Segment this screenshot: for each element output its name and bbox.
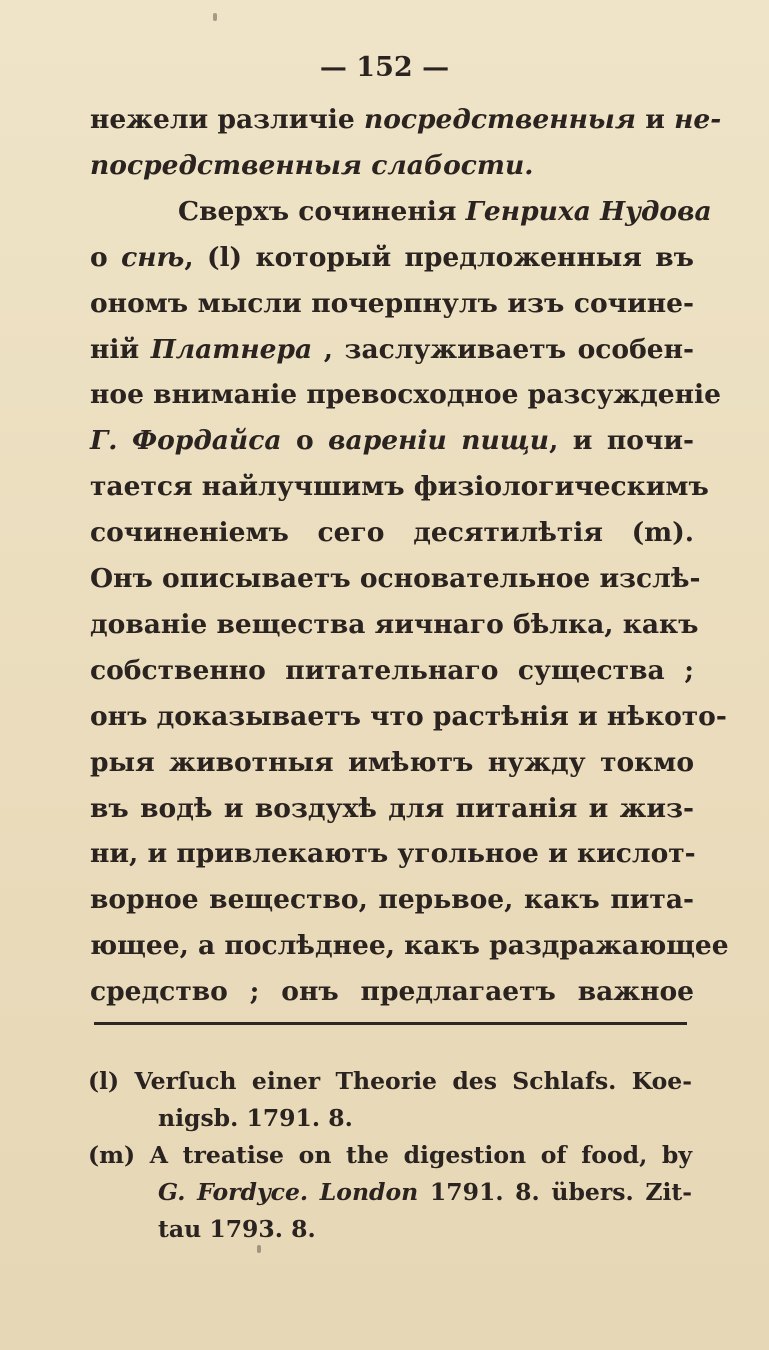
body-line [90, 144, 694, 188]
footnote-line [88, 1136, 692, 1174]
text-run: , (l) который предложенныя въ [184, 242, 694, 273]
page-number: — 152 — [319, 52, 450, 83]
text-run: ющее, а послѣднее, какъ раздражающее [90, 930, 729, 961]
body-line [90, 282, 694, 326]
body-line [178, 190, 712, 234]
italic-run: посредственныя слабости. [90, 150, 534, 181]
text-run: , заслуживаетъ особен- [312, 334, 694, 365]
text-run: nigsb. 1791. 8. [158, 1104, 353, 1132]
body-line [90, 603, 699, 647]
footnote-divider [94, 1022, 687, 1025]
italic-run: вареніи пищи [328, 425, 550, 456]
text-run: ворное вещество, перьвое, какъ пита- [90, 884, 694, 915]
body-line [90, 557, 701, 601]
text-run: , и почи- [549, 425, 695, 456]
italic-run: Платнера [150, 334, 313, 365]
body-line [90, 832, 694, 876]
body-line [90, 373, 721, 417]
body-line [90, 328, 694, 372]
body-line [90, 419, 694, 463]
text-run: ній [90, 334, 151, 365]
footnote-line [158, 1210, 692, 1248]
body-line [90, 741, 694, 785]
text-run: рыя животныя имѣютъ нужду токмо [90, 747, 694, 778]
paper-speck [257, 1245, 261, 1253]
text-run: тается найлучшимъ физіологическимъ [90, 471, 709, 502]
text-run: о [90, 242, 122, 273]
body-line [90, 695, 727, 739]
text-run: Онъ описываетъ основательное изслѣ- [90, 563, 701, 594]
body-line [90, 98, 722, 142]
text-run: нежели различіе [90, 104, 364, 135]
body-line [90, 649, 694, 693]
text-run: о [281, 425, 329, 456]
text-run: 1791. 8. übers. Zit- [418, 1178, 693, 1206]
text-run: и [635, 104, 675, 135]
text-run: ни, и привлекаютъ угольное и кислот- [90, 838, 696, 869]
text-run: Сверхъ сочиненія [178, 196, 466, 227]
text-run: (m) A treatise on the digestion of food, by [88, 1141, 692, 1169]
italic-run: Генриха Нудова [465, 196, 712, 227]
paper-speck [213, 13, 217, 21]
footnote-line [88, 1062, 692, 1100]
text-run: сочиненіемъ сего десятилѣтія (m). [90, 517, 694, 548]
text-run: собственно питательнаго существа ; [90, 655, 694, 686]
italic-run: снѣ [121, 242, 185, 273]
italic-run: G. Fordyce. London [158, 1178, 419, 1206]
text-run: дованіе вещества яичнаго бѣлка, какъ [90, 609, 699, 640]
body-line [90, 511, 694, 555]
body-line [90, 878, 694, 922]
text-run: ономъ мысли почерпнулъ изъ сочине- [90, 288, 694, 319]
text-run: tau 1793. 8. [158, 1215, 316, 1243]
body-line [90, 970, 694, 1014]
italic-run: посредственныя [363, 104, 636, 135]
italic-run: Г. Фордайса [90, 425, 282, 456]
footnote-line [158, 1099, 692, 1137]
footnote-line [158, 1173, 692, 1211]
text-run: средство ; онъ предлагаетъ важное [90, 976, 694, 1007]
text-run: (l) Verſuch einer Theorie des Schlafs. Koe- [88, 1067, 692, 1095]
body-line [90, 465, 709, 509]
text-run: онъ доказываетъ что растѣнія и нѣкото- [90, 701, 727, 732]
italic-run: не- [674, 104, 722, 135]
body-line [90, 787, 694, 831]
body-line [90, 236, 694, 280]
body-line [90, 924, 729, 968]
text-run: ное вниманіе превосходное разсужденіе [90, 379, 721, 410]
text-run: въ водѣ и воздухѣ для питанія и жиз- [90, 793, 694, 824]
